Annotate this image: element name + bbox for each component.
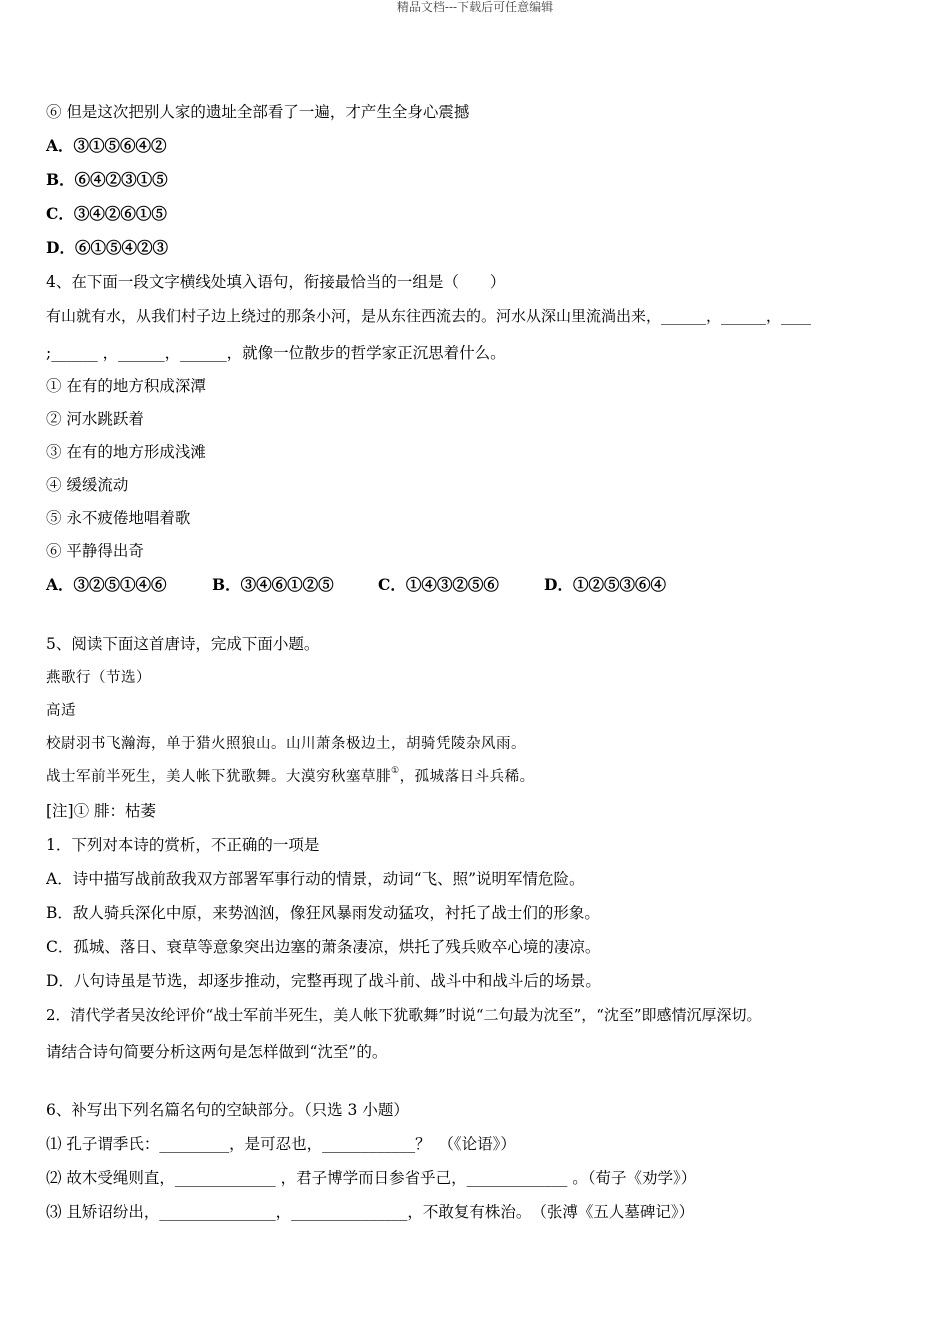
q4-item-4: ④ 缓缓流动 — [46, 476, 129, 494]
q4-option-d: D．①②⑤③⑥④ — [544, 575, 666, 594]
q3-item-6: ⑥ 但是这次把别人家的遗址全部看了一遍，才产生全身心震撼 — [46, 103, 470, 121]
q6-item-1: ⑴ 孔子谓季氏：_________，是可忍也，____________？ （《论语》） — [46, 1135, 516, 1153]
poem-line-1: 校尉羽书飞瀚海，单于猎火照狼山。山川萧条极边土，胡骑凭陵杂风雨。 — [46, 736, 526, 752]
q4-options — [46, 575, 666, 595]
q5-sub2-line2: 请结合诗句简要分析这两句是怎样做到“沈至”的。 — [46, 1043, 388, 1061]
q4-item-2: ② 河水跳跃着 — [46, 410, 144, 428]
q5-sub1-option-a: A．诗中描写战前敌我双方部署军事行动的情景，动词“飞、照”说明军情危险。 — [46, 870, 585, 888]
q4-item-5: ⑤ 永不疲倦地唱着歌 — [46, 509, 191, 527]
q6-stem: 6、补写出下列名篇名句的空缺部分。（只选 3 小题） — [46, 1101, 409, 1119]
poem-line-2-a: 战士军前半死生，美人帐下犹歌舞。大漠穷秋塞草腓 — [46, 769, 391, 785]
q4-passage-line2: ;______ ，______，______，就像一位散步的哲学家正沉思着什么。 — [46, 344, 506, 362]
poem-line-2-b: ，孤城落日斗兵稀。 — [399, 769, 535, 785]
q4-item-3: ③ 在有的地方形成浅滩 — [46, 443, 206, 461]
q4-option-c: C．①④③②⑤⑥ — [378, 575, 499, 594]
q4-item-6: ⑥ 平静得出奇 — [46, 542, 144, 560]
poem-line-2 — [46, 767, 535, 787]
q5-stem: 5、阅读下面这首唐诗，完成下面小题。 — [46, 635, 320, 653]
q4-item-1: ① 在有的地方积成深潭 — [46, 377, 206, 395]
q3-option-d: D．⑥①⑤④②③ — [46, 238, 168, 257]
q3-option-c: C．③④②⑥①⑤ — [46, 204, 167, 223]
q5-sub1-option-b: B．敌人骑兵深化中原，来势汹汹，像狂风暴雨发动猛攻，衬托了战士们的形象。 — [46, 904, 600, 922]
q6-item-3: ⑶ 且矫诏纷出，_______________，_______________，不敢复有株治。 （张溥《五人墓碑记》） — [46, 1203, 695, 1221]
q3-option-b: B．⑥④②③①⑤ — [46, 170, 168, 189]
poem-note: [注]① 腓：枯萎 — [46, 802, 157, 820]
page-header: 精品文档---下载后可任意编辑 — [396, 0, 554, 14]
poem-author: 高适 — [46, 703, 76, 719]
q4-passage-line1: 有山就有水，从我们村子边上绕过的那条小河，是从东往西流去的。河水从深山里流淌出来，______，______，____ — [46, 307, 812, 325]
q4-option-b: B．③④⑥①②⑤ — [212, 575, 334, 594]
q4-stem: 4、在下面一段文字横线处填入语句，衔接最恰当的一组是（ ） — [46, 273, 506, 291]
q5-sub1-stem: 1．下列对本诗的赏析，不正确的一项是 — [46, 836, 320, 854]
q3-option-a: A．③①⑤⑥④② — [46, 136, 167, 155]
q5-sub1-option-c: C．孤城、落日、衰草等意象突出边塞的萧条凄凉，烘托了残兵败卒心境的凄凉。 — [46, 938, 601, 956]
footnote-marker: ① — [391, 766, 400, 776]
q5-sub2-line1: 2．清代学者吴汝纶评价“战士军前半死生，美人帐下犹歌舞”时说“二句最为沈至”，“沈至”即感情沉厚深切。 — [46, 1006, 762, 1024]
q6-item-2: ⑵ 故木受绳则直，_____________ ，君子博学而日参省乎己，_____________ 。（荀子《劝学》） — [46, 1169, 697, 1187]
poem-title: 燕歌行（节选） — [46, 670, 151, 686]
q4-option-a: A．③②⑤①④⑥ — [46, 575, 167, 594]
q5-sub1-option-d: D．八句诗虽是节选，却逐步推动，完整再现了战斗前、战斗中和战斗后的场景。 — [46, 972, 601, 990]
